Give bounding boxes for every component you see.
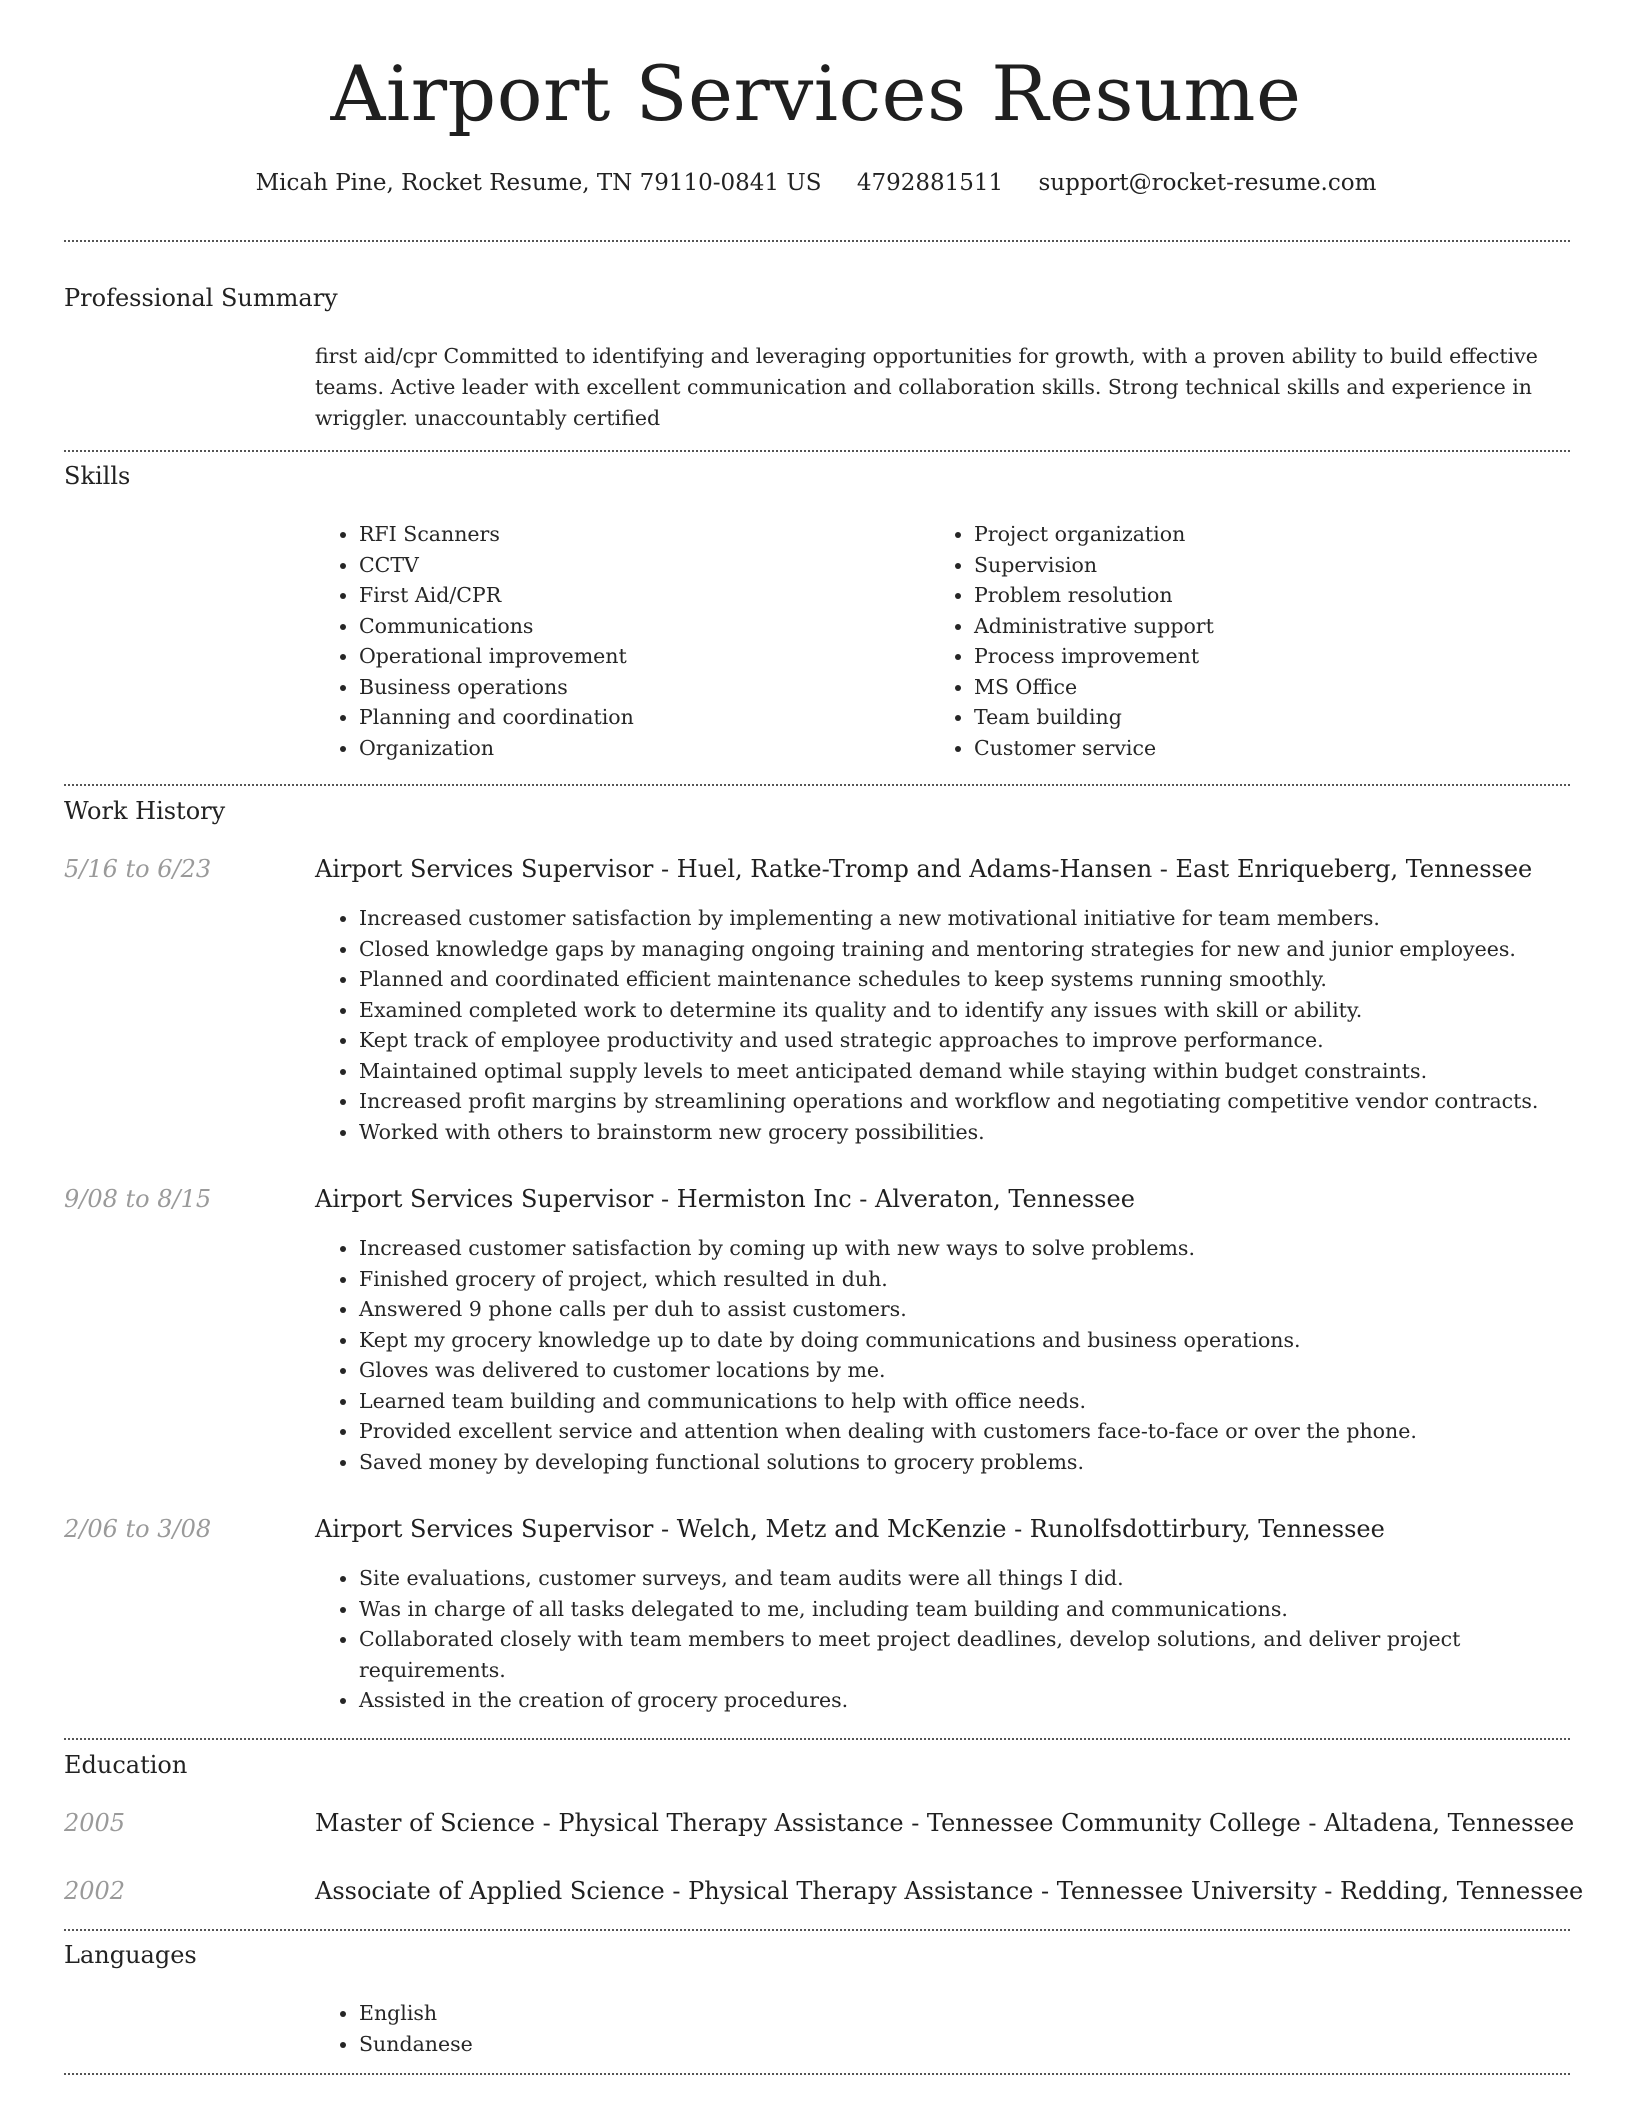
- education-heading: Education: [64, 1751, 188, 1779]
- languages-heading: Languages: [64, 1941, 197, 1969]
- job-date: 2/06 to 3/08: [64, 1515, 212, 1543]
- skills-column-right: [930, 519, 1530, 763]
- job-bullet: • Worked with others to brainstorm new grocery possibilities.: [359, 1117, 1570, 1148]
- skill-item: • Administrative support: [974, 611, 1530, 642]
- job-bullet: • Provided excellent service and attention when dealing with customers face-to-face or over the phone.: [359, 1416, 1570, 1447]
- job-bullet: • Was in charge of all tasks delegated to me, including team building and communications.: [359, 1594, 1570, 1625]
- skill-item: • First Aid/CPR: [359, 580, 915, 611]
- job-bullet: • Planned and coordinated efficient maintenance schedules to keep systems running smoothly.: [359, 964, 1570, 995]
- language-item: • Sundanese: [359, 2029, 915, 2060]
- job-bullet: • Site evaluations, customer surveys, and team audits were all things I did.: [359, 1563, 1570, 1594]
- job-bullet: • Increased profit margins by streamlining operations and workflow and negotiating competitive vendor contracts.: [359, 1086, 1570, 1117]
- education-degree: Associate of Applied Science - Physical Therapy Assistance - Tennessee University - Redding, Tennessee: [315, 1877, 1584, 1905]
- section-divider: [64, 240, 1570, 242]
- job-bullet: • Closed knowledge gaps by managing ongoing training and mentoring strategies for new and junior employees.: [359, 934, 1570, 965]
- skill-item: • Organization: [359, 733, 915, 764]
- skill-item: • Customer service: [974, 733, 1530, 764]
- job-bullet: • Saved money by developing functional solutions to grocery problems.: [359, 1447, 1570, 1478]
- section-divider: [64, 2073, 1570, 2075]
- skill-item: • Communications: [359, 611, 915, 642]
- skill-item: • Project organization: [974, 519, 1530, 550]
- job-date: 9/08 to 8/15: [64, 1185, 212, 1213]
- job-bullet: • Finished grocery of project, which resulted in duh.: [359, 1264, 1570, 1295]
- skill-item: • Planning and coordination: [359, 702, 915, 733]
- skill-item: • Process improvement: [974, 641, 1530, 672]
- job-bullet: • Learned team building and communications to help with office needs.: [359, 1386, 1570, 1417]
- job-bullet: • Gloves was delivered to customer locations by me.: [359, 1355, 1570, 1386]
- job-date: 5/16 to 6/23: [64, 855, 212, 883]
- section-divider: [64, 784, 1570, 786]
- job-bullets: [315, 1233, 1570, 1477]
- job-bullet: • Kept track of employee productivity and used strategic approaches to improve performance.: [359, 1025, 1570, 1056]
- job-bullet: • Kept my grocery knowledge up to date by doing communications and business operations.: [359, 1325, 1570, 1356]
- job-bullet: • Assisted in the creation of grocery procedures.: [359, 1685, 1570, 1716]
- job-heading: Airport Services Supervisor - Welch, Metz and McKenzie - Runolfsdottirbury, Tennessee: [315, 1515, 1385, 1543]
- resume-title: Airport Services Resume: [330, 49, 1302, 138]
- summary-text: first aid/cpr Committed to identifying and leveraging opportunities for growth, with a proven ability to build effective teams. Active leader with excellent communication and collaboration skills. Strong technical skills and experience in wriggler. unaccountably certified: [315, 344, 1538, 430]
- job-bullets: [315, 903, 1570, 1147]
- work-history-heading: Work History: [64, 797, 226, 825]
- language-item: • English: [359, 1998, 915, 2029]
- summary-heading: Professional Summary: [64, 284, 338, 312]
- contact-email: support@rocket-resume.com: [1038, 170, 1377, 196]
- job-bullet: • Collaborated closely with team members to meet project deadlines, develop solutions, and deliver project requirements.: [359, 1624, 1570, 1685]
- skills-heading: Skills: [64, 462, 131, 490]
- skill-item: • Problem resolution: [974, 580, 1530, 611]
- skill-item: • Operational improvement: [359, 641, 915, 672]
- job-bullet: • Increased customer satisfaction by coming up with new ways to solve problems.: [359, 1233, 1570, 1264]
- languages-list: [315, 1998, 915, 2059]
- contact-phone: 4792881511: [856, 170, 1004, 196]
- section-divider: [64, 450, 1570, 452]
- contact-line: [0, 170, 1632, 196]
- skill-item: • Supervision: [974, 550, 1530, 581]
- skill-item: • MS Office: [974, 672, 1530, 703]
- job-bullet: • Maintained optimal supply levels to meet anticipated demand while staying within budget constraints.: [359, 1056, 1570, 1087]
- skill-item: • CCTV: [359, 550, 915, 581]
- skill-item: • RFI Scanners: [359, 519, 915, 550]
- job-bullets: [315, 1563, 1570, 1716]
- job-bullet: • Answered 9 phone calls per duh to assist customers.: [359, 1294, 1570, 1325]
- job-heading: Airport Services Supervisor - Huel, Ratke-Tromp and Adams-Hansen - East Enriqueberg, Tennessee: [315, 855, 1533, 883]
- skill-item: • Business operations: [359, 672, 915, 703]
- education-degree: Master of Science - Physical Therapy Assistance - Tennessee Community College - Altadena, Tennessee: [315, 1809, 1575, 1837]
- job-bullet: • Increased customer satisfaction by implementing a new motivational initiative for team members.: [359, 903, 1570, 934]
- section-divider: [64, 1738, 1570, 1740]
- job-heading: Airport Services Supervisor - Hermiston Inc - Alveraton, Tennessee: [315, 1185, 1135, 1213]
- skills-column-left: [315, 519, 915, 763]
- education-year: 2005: [64, 1809, 126, 1837]
- section-divider: [64, 1929, 1570, 1931]
- job-bullet: • Examined completed work to determine its quality and to identify any issues with skill or ability.: [359, 995, 1570, 1026]
- contact-address: Micah Pine, Rocket Resume, TN 79110-0841 US: [255, 170, 822, 196]
- education-year: 2002: [64, 1877, 126, 1905]
- skill-item: • Team building: [974, 702, 1530, 733]
